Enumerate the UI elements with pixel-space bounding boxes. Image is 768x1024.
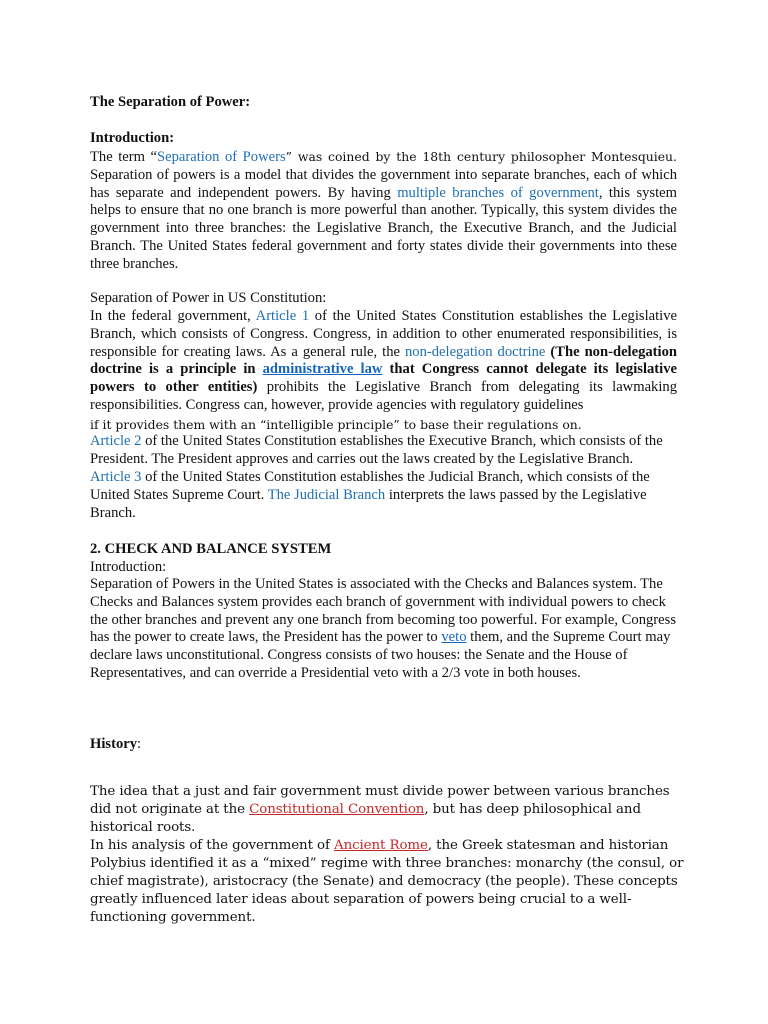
judicial-branch-link[interactable]: The Judicial Branch: [267, 486, 386, 503]
separation-of-powers-link[interactable]: Separation of Powers: [157, 149, 286, 165]
multiple-branches-link[interactable]: multiple branches of government: [397, 184, 599, 201]
non-delegation-doctrine-link[interactable]: non-delegation doctrine: [404, 343, 546, 360]
history-paragraph-2: In his analysis of the government of Ancient Rome, the Greek statesman and historian Polybius identified it as a “mixed” regime with three branches: monarchy (the consul, or chief magistrate), aristocracy (the Senate) and democracy (the people). These concepts greatly influenced later ideas about separation of powers being crucial to a well-functioning government.: [90, 838, 684, 925]
article-2-paragraph: Article 2 of the United States Constitution establishes the Executive Branch, which consists of the President. The President approves and carries out the laws created by the Legislative Branch.: [90, 433, 663, 467]
us-constitution-heading: Separation of Power in US Constitution:: [90, 290, 327, 306]
us-constitution-paragraph: In the federal government, Article 1 of the United States Constitution establishes the Legislative Branch, which consists of Congress. Congress, in addition to other enumerated responsibilities, is responsible for creating laws. As a general rule, the non-delegation doctrine (The non-delegation doctrine is a principle in administrative law that Congress cannot delegate its legislative powers to other entities) prohibits the Legislative Branch from delegating its lawmaking responsibilities. Congress can, however, provide agencies with regulatory guidelines: [90, 308, 678, 413]
history-paragraph-1: The idea that a just and fair government must divide power between various branches did not originate at the Constitutional Convention, but has deep philosophical and historical roots.: [90, 784, 670, 835]
article-3-paragraph: Article 3 of the United States Constitution establishes the Judicial Branch, which consists of the United States Supreme Court. The Judicial Branch interprets the laws passed by the Legislative Branch.: [90, 469, 650, 521]
intelligible-principle-line: if it provides them with an “intelligible principle” to base their regulations on.: [90, 417, 582, 432]
checks-heading: 2. CHECK AND BALANCE SYSTEM: [90, 541, 332, 557]
article-1-link[interactable]: Article 1: [255, 308, 310, 324]
article-2-link[interactable]: Article 2: [90, 433, 142, 449]
checks-subheading: Introduction:: [90, 559, 167, 575]
veto-link[interactable]: veto: [441, 629, 467, 646]
page-title: The Separation of Power:: [90, 94, 251, 110]
intro-heading: Introduction:: [90, 130, 175, 146]
checks-paragraph: Separation of Powers in the United States is associated with the Checks and Balances system. The Checks and Balances system provides each branch of government with individual powers to check the other branches and prevent any one branch from becoming too powerful. For example, Congress has the power to create laws, the President has the power to veto them, and the Supreme Court may declare laws unconstitutional. Congress consists of two houses: the Senate and the House of Representatives, and can override a Presidential veto with a 2/3 vote in both houses.: [90, 576, 677, 681]
intro-paragraph: The term “Separation of Powers” was coined by the 18th century philosopher Montesquieu. Separation of powers is a model that divides the government into separate branches, each of which has separate and independent powers. By having multiple branches of government, this system helps to ensure that no one branch is more powerful than another. Typically, this system divides the government into three branches: the Legislative Branch, the Executive Branch, and the Judicial Branch. The United States federal government and forty states divide their governments into these three branches.: [90, 149, 677, 272]
administrative-law-link[interactable]: administrative law: [262, 361, 383, 378]
article-3-link[interactable]: Article 3: [90, 469, 142, 485]
constitutional-convention-link[interactable]: Constitutional Convention: [249, 801, 425, 817]
history-heading: History:: [90, 736, 142, 752]
ancient-rome-link[interactable]: Ancient Rome: [334, 838, 428, 853]
